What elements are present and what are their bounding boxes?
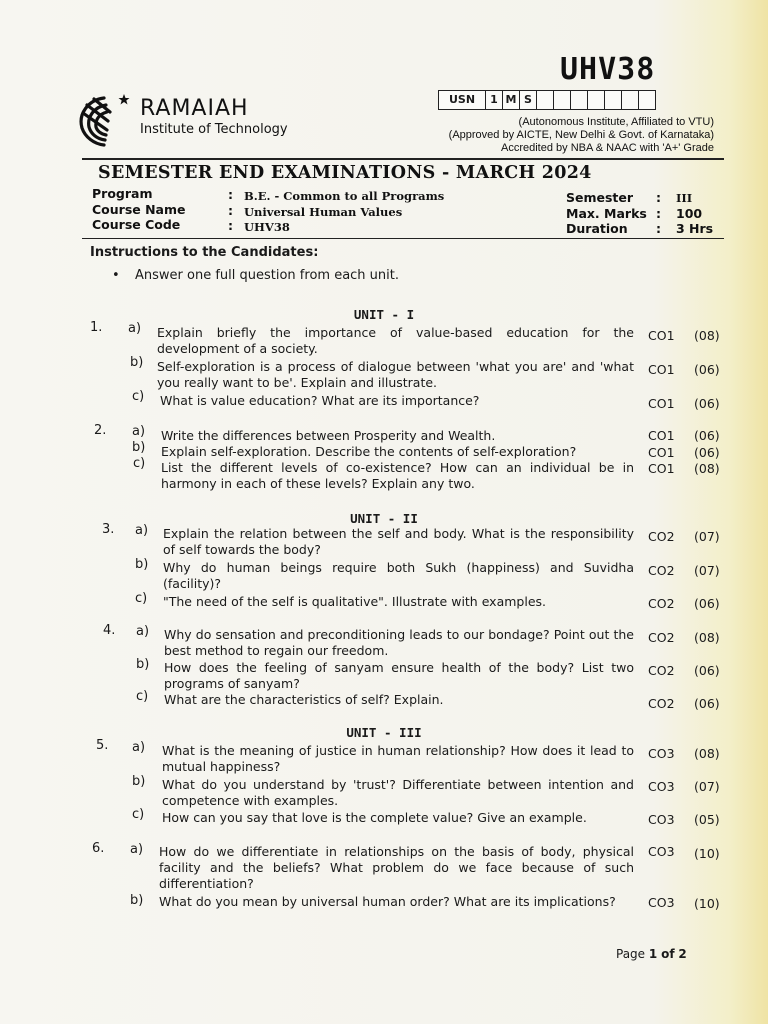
marks: (05) [694,812,720,827]
course-outcome: CO3 [648,895,675,910]
institute-name: RAMAIAH [140,96,249,121]
question-text: Why do sensation and preconditioning leads to our bondage? Point out the best method to regain our freedom. [164,627,634,658]
bullet-icon: • [112,268,120,283]
course-code-label: Course Code [92,217,181,232]
part-label: a) [132,424,146,439]
page-prefix: Page [616,947,646,961]
instruction-item: Answer one full question from each unit. [135,268,399,283]
question-text: How do we differentiate in relationships on the basis of body, physical facility and the beliefs? What problem do we face because of such differentiation? [159,844,634,891]
question-text: What do you understand by 'trust'? Differentiate between intention and competence with examples. [162,777,634,808]
page-number [616,947,687,961]
question-text: Write the differences between Prosperity and Wealth. [161,428,496,443]
question-number: 4. [103,623,116,638]
course-name-value: Universal Human Values [244,205,403,219]
usn-cell [554,91,571,109]
question-number: 5. [96,738,109,753]
question-text: Why do human beings require both Sukh (happiness) and Suvidha (facility)? [163,560,634,591]
marks: (06) [694,596,720,611]
course-outcome: CO3 [648,844,675,859]
marks: (07) [694,563,720,578]
part-label: a) [135,523,149,538]
course-outcome: CO2 [648,630,675,645]
question-text: Explain self-exploration. Describe the contents of self-exploration? [161,444,577,459]
question-text: How does the feeling of sanyam ensure health of the body? List two programs of sanyam? [164,660,634,691]
question-text: Explain briefly the importance of value-based education for the development of a society. [157,325,634,356]
course-outcome: CO2 [648,696,675,711]
question-text: How can you say that love is the complete value? Give an example. [162,810,587,825]
question-number: 2. [94,423,107,438]
course-code-value: UHV38 [244,220,290,234]
usn-label: USN [439,91,486,109]
usn-cell: S [520,91,537,109]
part-label: a) [130,842,144,857]
ramaiah-logo-icon [74,90,132,148]
part-label: c) [132,807,145,822]
colon: : [228,203,233,218]
course-outcome: CO2 [648,663,675,678]
part-label: b) [132,440,146,455]
marks: (10) [694,896,720,911]
part-label: b) [135,557,149,572]
marks: (08) [694,328,720,343]
course-outcome: CO2 [648,563,675,578]
unit-heading: UNIT - II [350,511,418,526]
part-label: b) [130,355,144,370]
usn-cell: 1 [486,91,503,109]
question-text: What do you mean by universal human order? What are its implications? [159,894,616,909]
unit-heading: UNIT - III [346,725,422,740]
course-outcome: CO2 [648,529,675,544]
question-number: 3. [102,522,115,537]
question-text: What is value education? What are its importance? [160,393,480,408]
affiliation-line: Accredited by NBA & NAAC with 'A+' Grade [501,142,714,154]
marks: (08) [694,461,720,476]
course-outcome: CO1 [648,445,675,460]
question-text: Self-exploration is a process of dialogue between 'what you are' and 'what you really want to be'. Explain and illustrate. [157,359,634,390]
usn-box [438,90,656,110]
course-outcome: CO1 [648,396,675,411]
marks: (06) [694,696,720,711]
colon: : [228,218,233,233]
marks: (06) [694,428,720,443]
part-label: a) [136,624,150,639]
course-outcome: CO2 [648,596,675,611]
marks: (07) [694,779,720,794]
colon: : [656,206,661,221]
usn-cell [622,91,639,109]
question-text: What are the characteristics of self? Explain. [164,692,444,707]
course-name-label: Course Name [92,202,186,217]
part-label: b) [130,893,144,908]
instructions-heading: Instructions to the Candidates: [90,245,319,260]
exam-title: SEMESTER END EXAMINATIONS - MARCH 2024 [98,163,592,183]
max-marks-value: 100 [676,206,703,221]
colon: : [656,221,661,236]
course-code-heading: UHV38 [560,52,656,87]
course-outcome: CO1 [648,328,675,343]
question-number: 1. [90,320,103,335]
duration-value: 3 Hrs [676,221,714,236]
usn-cell [639,91,655,109]
course-outcome: CO1 [648,461,675,476]
institute-subtitle: Institute of Technology [140,122,288,137]
question-number: 6. [92,841,105,856]
usn-cell [605,91,622,109]
course-outcome: CO1 [648,362,675,377]
course-outcome: CO3 [648,812,675,827]
usn-cell [571,91,588,109]
course-outcome: CO3 [648,779,675,794]
page-total: 2 [678,947,687,961]
part-label: c) [135,591,148,606]
part-label: c) [133,456,146,471]
semester-label: Semester [566,190,634,205]
part-label: c) [136,689,149,704]
marks: (06) [694,362,720,377]
course-outcome: CO3 [648,746,675,761]
page-current: 1 [648,947,658,961]
duration-label: Duration [566,221,628,236]
question-text: What is the meaning of justice in human relationship? How does it lead to mutual happiness? [162,743,634,774]
part-label: c) [132,389,145,404]
marks: (08) [694,746,720,761]
semester-value: III [676,191,693,205]
divider [82,158,724,160]
part-label: a) [132,740,146,755]
colon: : [656,190,661,205]
program-value: B.E. - Common to all Programs [244,189,445,203]
marks: (10) [694,846,720,861]
program-label: Program [92,186,153,201]
marks: (08) [694,630,720,645]
part-label: b) [136,657,150,672]
unit-heading: UNIT - I [353,307,415,322]
marks: (07) [694,529,720,544]
divider [82,238,724,239]
usn-cell: M [503,91,520,109]
usn-cell [588,91,605,109]
marks: (06) [694,663,720,678]
question-text: "The need of the self is qualitative". Illustrate with examples. [163,594,546,609]
part-label: b) [132,774,146,789]
page-of: of [661,947,675,961]
course-outcome: CO1 [648,428,675,443]
affiliation-line: (Autonomous Institute, Affiliated to VTU) [518,116,714,128]
question-text: Explain the relation between the self and body. What is the responsibility of self towards the body? [163,526,634,557]
marks: (06) [694,396,720,411]
usn-cell [537,91,554,109]
colon: : [228,187,233,202]
question-text: List the different levels of co-existence? How can an individual be in harmony in each of these levels? Explain any two. [161,460,634,491]
max-marks-label: Max. Marks [566,206,647,221]
affiliation-line: (Approved by AICTE, New Delhi & Govt. of Karnataka) [448,129,714,141]
part-label: a) [128,321,142,336]
marks: (06) [694,445,720,460]
